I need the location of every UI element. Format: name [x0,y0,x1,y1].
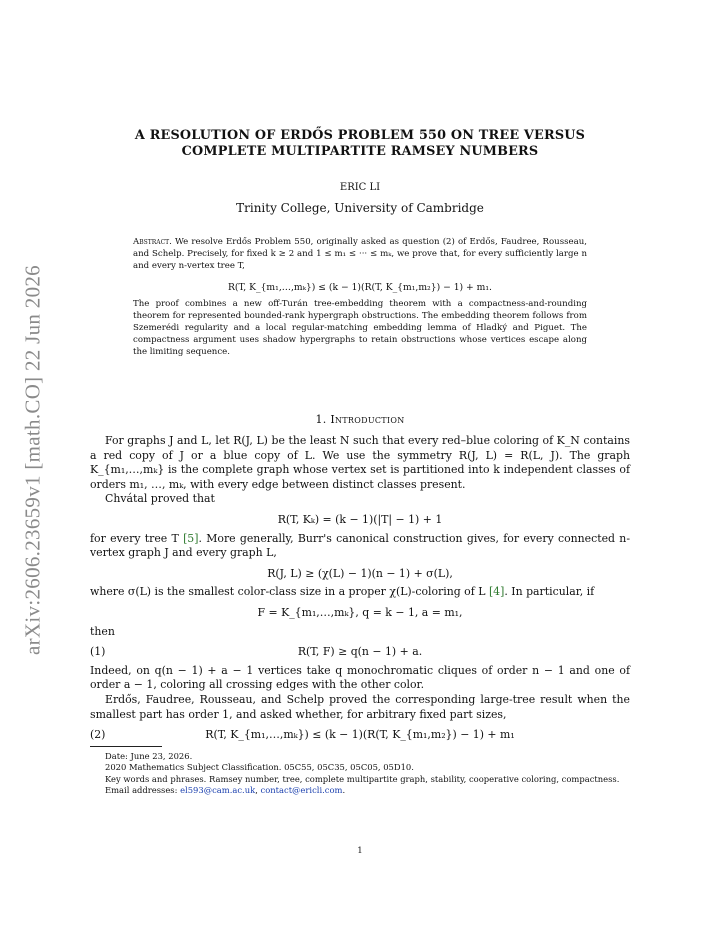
page-number: 1 [357,846,363,856]
email-separator: , [255,785,261,796]
title-line-2: COMPLETE MULTIPARTITE RAMSEY NUMBERS [181,144,539,159]
intro-paragraph-3 [90,532,630,561]
paper-title [90,128,630,160]
email-label: Email addresses: [105,785,181,796]
intro-paragraph-2: Chvátal proved that [105,492,215,506]
author-name: ERIC LI [339,182,381,193]
arxiv-identifier: arXiv:2606.23659v1 [math.CO] 22 Jun 2026 [20,265,45,655]
p4-text-post: . In particular, if [504,585,595,599]
p3-text-post: . More generally, Burr's canonical construction gives, for every connected n-vertex graph J and every graph L, [90,531,630,560]
footnote-keywords: Key words and phrases. Ramsey number, tree, complete multipartite graph, stability, cooperative coloring, compactness. [105,773,620,784]
abstract-text-1: We resolve Erdős Problem 550, originally asked as question (2) of Erdős, Faudree, Rousseau, and Schelp. Precisely, for fixed k ≥ 2 and 1 ≤ m₁ ≤ ··· ≤ mₖ, we prove that, for every sufficiently large n and every n-vertex tree T, [133,237,587,271]
abstract-text-2: The proof combines a new off-Turán tree-embedding theorem with a compactness-and-rounding theorem for represented bounded-rank hypergraph obstructions. The embedding theorem follows from Szemerédi regularity and a local regular-matching embedding lemma of Hladký and Piguet. The compactness argument uses shadow hypergraphs to retain obstructions whose vertices escape along the limiting sequence. [133,299,587,357]
p3-text-pre: for every tree T [90,531,184,545]
footnote-msc: 2020 Mathematics Subject Classification. 05C55, 05C35, 05C05, 05D10. [105,762,414,773]
title-line-1: A RESOLUTION OF ERDŐS PROBLEM 550 ON TREE VERSUS [134,128,586,143]
intro-paragraph-4 [90,585,630,600]
intro-paragraph-5: then [90,624,115,638]
equation-2-content: R(T, K_{m₁,…,mₖ}) ≤ (k − 1)(R(T, K_{m₁,m₂}) − 1) + m₁ [205,728,515,742]
arxiv-sidebar [18,250,48,670]
footnote-divider [90,746,162,747]
citation-4[interactable]: [4] [488,585,505,599]
abstract [133,236,587,358]
email-end: . [342,785,346,796]
email-link-ericli[interactable]: contact@ericli.com [260,785,343,796]
equation-1-content: R(T, F) ≥ q(n − 1) + a. [297,645,423,659]
p4-text-pre: where σ(L) is the smallest color-class size in a proper χ(L)-coloring of L [90,585,489,599]
footnote-email [90,785,630,796]
equation-2 [90,728,630,743]
equation-burr: R(J, L) ≥ (χ(L) − 1)(n − 1) + σ(L), [267,566,453,580]
email-link-cam[interactable]: el593@cam.ac.uk [180,785,256,796]
footnote-date: Date: June 23, 2026. [105,751,193,761]
section-heading-introduction: 1. Introduction [315,413,405,426]
equation-2-number: (2) [90,728,106,742]
intro-paragraph-7: Erdős, Faudree, Rousseau, and Schelp proved the corresponding large-tree result when the smallest part has order 1, and asked whether, for arbitrary fixed part sizes, [90,692,630,721]
abstract-main-inequality: R(T, K_{m₁,…,mₖ}) ≤ (k − 1)(R(T, K_{m₁,m₂}) − 1) + m₁. [228,282,492,293]
equation-definitions: F = K_{m₁,…,mₖ}, q = k − 1, a = m₁, [257,605,463,619]
equation-1 [90,645,630,660]
footnotes [90,751,630,797]
equation-1-number: (1) [90,645,106,659]
introduction-body [90,434,630,747]
equation-chvatal: R(T, Kₖ) = (k − 1)(|T| − 1) + 1 [277,512,443,526]
intro-paragraph-1: For graphs J and L, let R(J, L) be the least N such that every red–blue coloring of K_N contains a red copy of J or a blue copy of L. We use the symmetry R(J, L) = R(L, J). The graph K_{m₁,…,mₖ} is the complete graph whose vertex set is partitioned into k independent classes of orders m₁, …, mₖ, with every edge between distinct classes present. [90,434,630,491]
intro-paragraph-6: Indeed, on q(n − 1) + a − 1 vertices take q monochromatic cliques of order n − 1 and one of order a − 1, coloring all crossing edges with the other color. [90,663,630,692]
citation-5[interactable]: [5] [183,531,199,545]
abstract-paragraph-1 [133,236,587,272]
abstract-label: Abstract. [133,237,172,247]
author-affiliation: Trinity College, University of Cambridge [236,201,484,215]
